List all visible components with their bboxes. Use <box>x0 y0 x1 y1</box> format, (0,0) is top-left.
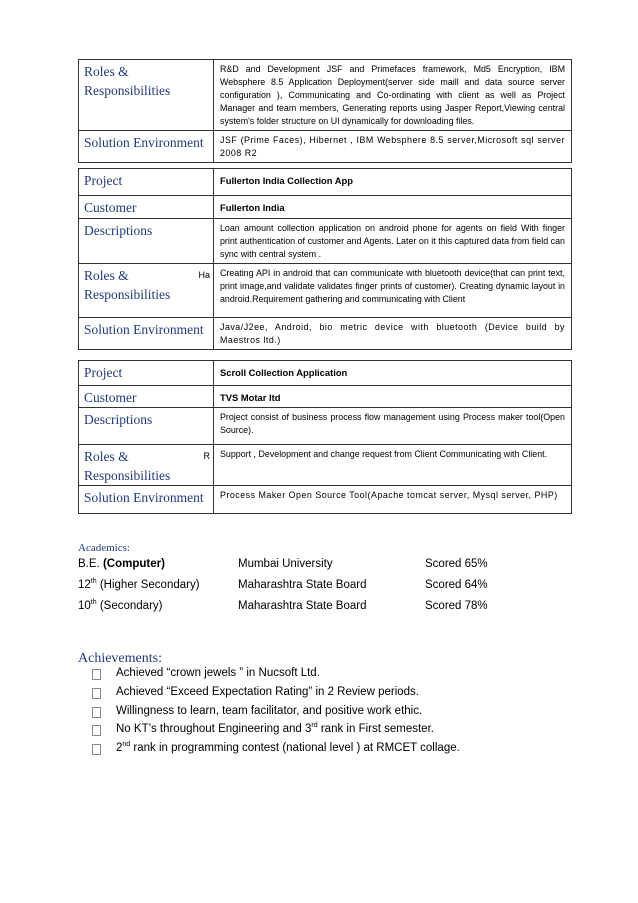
bullet-icon <box>92 669 101 680</box>
achievements-title: Achievements: <box>78 651 162 666</box>
board: Maharashtra State Board <box>238 579 367 591</box>
solution-environment-label: Solution Environment <box>79 318 214 350</box>
solution-environment-value: JSF (Prime Faces), Hibernet , IBM Websphere 8.5 server,Microsoft sql server 2008 R2 <box>214 131 572 163</box>
table-row <box>79 264 572 318</box>
roles-label: Roles & Responsibilities R <box>79 445 214 486</box>
experience-table-2 <box>78 168 572 350</box>
descriptions-label: Descriptions <box>79 408 214 445</box>
project-label: Project <box>79 169 214 196</box>
descriptions-value: Project consist of business process flow management using Process maker tool(Open Source). <box>214 408 572 445</box>
academics-title: Academics: <box>78 542 130 554</box>
solution-environment-label: Solution Environment <box>79 131 214 163</box>
degree: 12th (Higher Secondary) <box>78 578 200 591</box>
solution-environment-label: Solution Environment <box>79 486 214 514</box>
score: Scored 65% <box>425 558 488 570</box>
score: Scored 78% <box>425 600 488 612</box>
solution-environment-value: Java/J2ee, Android, bio metric device with bluetooth (Device build by Maestros ltd.) <box>214 318 572 350</box>
experience-table-1 <box>78 59 572 163</box>
degree: 10th (Secondary) <box>78 599 163 612</box>
board: Mumbai University <box>238 558 333 570</box>
table-row <box>79 219 572 264</box>
table-row <box>79 408 572 445</box>
customer-label: Customer <box>79 196 214 219</box>
table-row <box>79 60 572 131</box>
roles-label: Roles & Responsibilities Ha <box>79 264 214 318</box>
project-value: Fullerton India Collection App <box>214 169 572 196</box>
bullet-icon <box>92 744 101 755</box>
table-row <box>79 445 572 486</box>
table-row <box>79 386 572 408</box>
degree: B.E. (Computer) <box>78 558 165 570</box>
table-row <box>79 196 572 219</box>
descriptions-label: Descriptions <box>79 219 214 264</box>
roles-label: Roles & Responsibilities <box>79 60 214 131</box>
bullet-icon <box>92 707 101 718</box>
table-row <box>79 131 572 163</box>
table-row <box>79 169 572 196</box>
bullet-icon <box>92 725 101 736</box>
experience-table-3 <box>78 360 572 514</box>
customer-value: TVS Motar ltd <box>214 386 572 408</box>
bullet-icon <box>92 688 101 699</box>
roles-value: Support , Development and change request from Client Communicating with Client. <box>214 445 572 486</box>
solution-environment-value: Process Maker Open Source Tool(Apache tomcat server, Mysql server, PHP) <box>214 486 572 514</box>
roles-value: Creating API in android that can communicate with bluetooth device(that can print text, print image,and validate validates finger prints of customer). Creating dynamic layout in android.Requirement gathering and communicating with Client <box>214 264 572 318</box>
board: Maharashtra State Board <box>238 600 367 612</box>
table-row <box>79 361 572 386</box>
roles-value: R&D and Development JSF and Primefaces framework, Md5 Encryption, IBM Websphere 8.5 Application Deployment(server side maill and data source server configuration ), Communicating and Co-ordinating with client as well as Project Manager and team members, Generating reports using Jasper Report,Viewing central system's folder structure on UI dynamically for downloading files. <box>214 60 572 131</box>
customer-value: Fullerton India <box>214 196 572 219</box>
customer-label: Customer <box>79 386 214 408</box>
score: Scored 64% <box>425 579 488 591</box>
table-row <box>79 318 572 350</box>
descriptions-value: Loan amount collection application on android phone for agents on field With finger print authentication of customer and Agents. Later on it this captured data from field can sync with central system . <box>214 219 572 264</box>
project-value: Scroll Collection Application <box>214 361 572 386</box>
table-row <box>79 486 572 514</box>
project-label: Project <box>79 361 214 386</box>
